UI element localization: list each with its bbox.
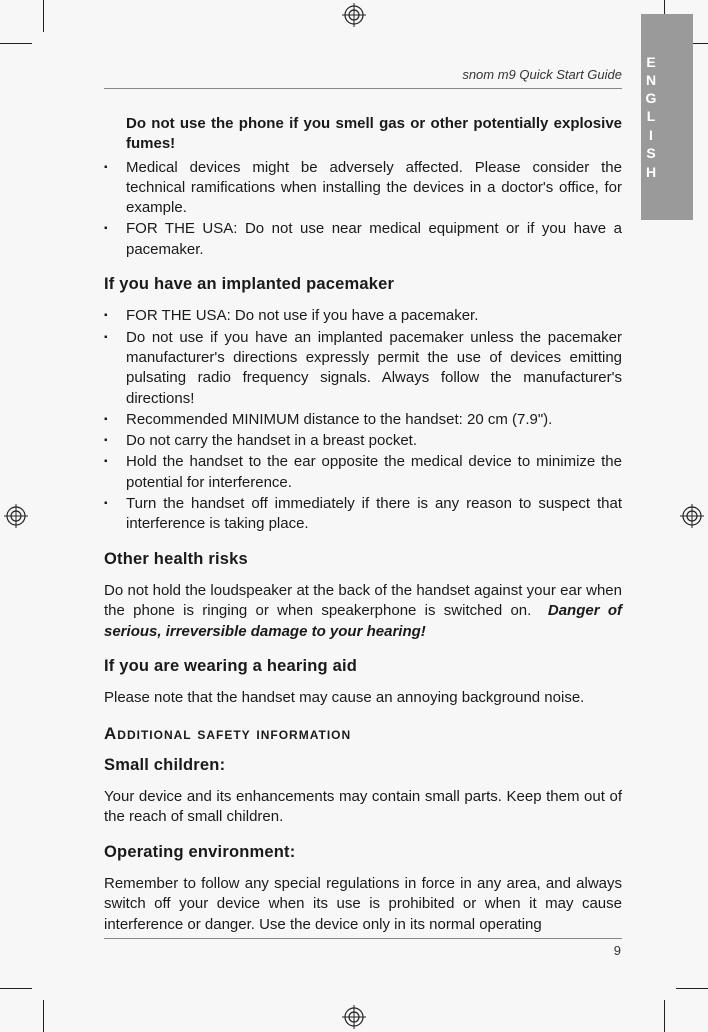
hearing-aid-paragraph: Please note that the handset may cause an annoying background noise. — [104, 689, 585, 707]
crop-mark — [43, 0, 44, 32]
children-paragraph: Your device and its enhancements may contain small parts. Keep them out of the reach of small children. — [104, 788, 622, 826]
section-heading-children: Small children: — [104, 755, 226, 774]
gas-warning: Do not use the phone if you smell gas or other potentially explosive fumes! — [126, 115, 622, 153]
side-tab-letter: L — [646, 108, 656, 124]
list-item: ▪ Medical devices might be adversely affected. Please consider the technical ramifications when installing the devices in a doctor's office, for example. — [104, 158, 622, 219]
section-heading-hearing-aid: If you are wearing a hearing aid — [104, 656, 358, 675]
list-item: ▪ Do not carry the handset in a breast pocket. — [104, 431, 622, 451]
crop-mark — [0, 43, 32, 44]
header-rule — [104, 88, 622, 89]
side-tab-letter: N — [645, 72, 657, 88]
language-side-tab — [641, 14, 693, 220]
crop-mark — [0, 988, 32, 989]
running-header: snom m9 Quick Start Guide — [462, 67, 622, 82]
pacemaker-bullet-list — [104, 306, 622, 534]
page-number: 9 — [613, 943, 621, 958]
health-paragraph — [104, 581, 622, 642]
danger-emphasis: Danger of serious, irreversible damage to your hearing! — [104, 602, 622, 640]
side-tab-letter: E — [646, 54, 656, 70]
list-item: ▪ FOR THE USA: Do not use near medical equipment or if you have a pacemaker. — [104, 219, 622, 260]
list-item: ▪ Recommended MINIMUM distance to the handset: 20 cm (7.9"). — [104, 410, 622, 430]
list-item: ▪ Turn the handset off immediately if there is any reason to suspect that interference is taking place. — [104, 494, 622, 535]
section-heading-additional: Additional safety information — [104, 724, 352, 744]
registration-mark-icon — [680, 504, 704, 528]
registration-mark-icon — [342, 1005, 366, 1029]
crop-mark — [676, 988, 708, 989]
side-tab-letter: G — [645, 90, 657, 106]
section-heading-environment: Operating environment: — [104, 842, 296, 861]
footer-rule — [104, 938, 622, 939]
page-body — [104, 114, 622, 935]
list-item: ▪ Hold the handset to the ear opposite the medical device to minimize the potential for interference. — [104, 452, 622, 493]
list-item: ▪ Do not use if you have an implanted pacemaker unless the pacemaker manufacturer's directions expressly permit the use of devices emitting pulsating radio frequency signals. Always follow the manufacturer's directions! — [104, 328, 622, 409]
health-text: Do not hold the loudspeaker at the back of the handset against your ear when the phone is ringing or when speakerphone is switched on. — [104, 581, 622, 620]
side-tab-letter: S — [646, 145, 656, 161]
section-heading-health: Other health risks — [104, 549, 248, 568]
section-heading-pacemaker: If you have an implanted pacemaker — [104, 275, 395, 294]
side-tab-letter: H — [645, 164, 657, 180]
environment-paragraph: Remember to follow any special regulations in force in any area, and always switch off your device when its use is prohibited or when it may cause interference or danger. Use the device only in its normal operating — [104, 874, 622, 933]
side-tab-letter: I — [649, 127, 653, 143]
crop-mark — [43, 1000, 44, 1032]
list-item: ▪ FOR THE USA: Do not use if you have a pacemaker. — [104, 306, 622, 326]
medical-bullet-list — [104, 158, 622, 260]
registration-mark-icon — [4, 504, 28, 528]
registration-mark-icon — [342, 3, 366, 27]
crop-mark — [664, 1000, 665, 1032]
